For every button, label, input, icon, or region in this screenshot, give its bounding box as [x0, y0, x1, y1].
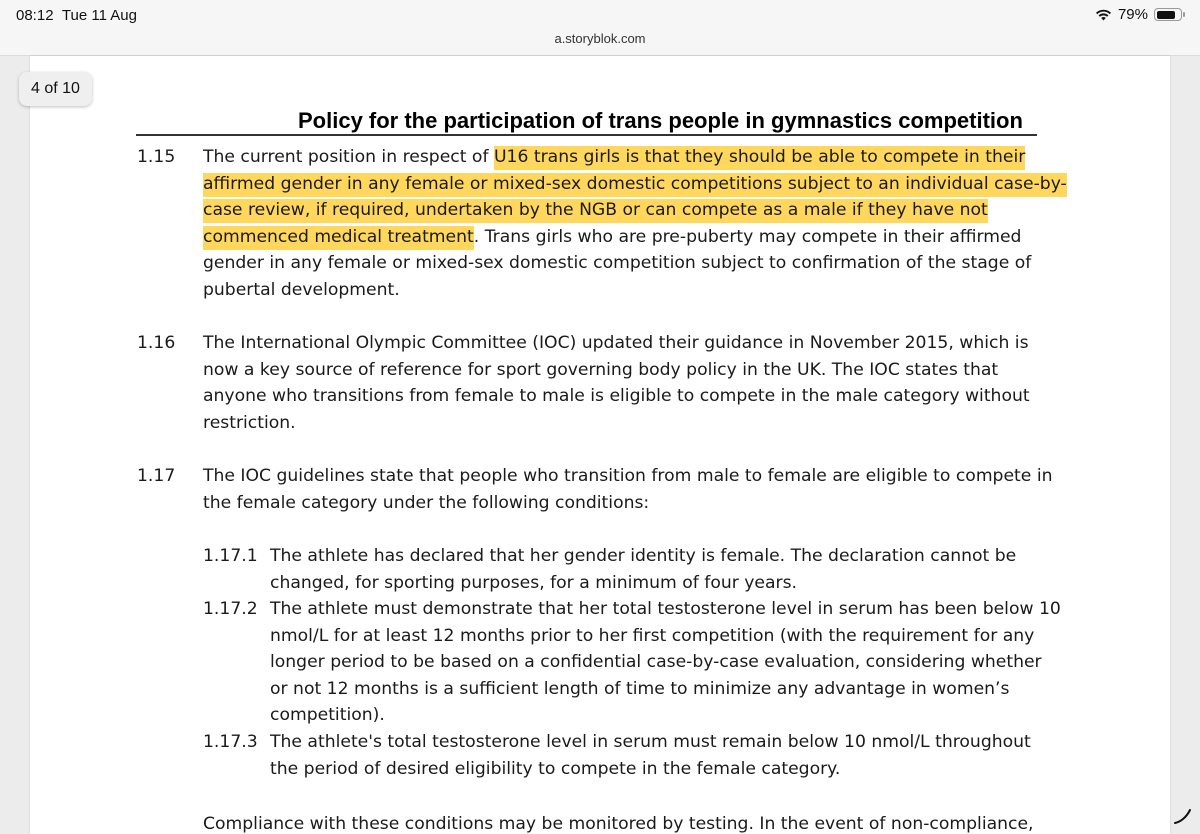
subsection-line: The athlete must demonstrate that her total testosterone level in serum has been below 10: [270, 599, 1061, 619]
paragraph-line: [203, 333, 1029, 353]
battery-icon: [1154, 8, 1182, 21]
section-number: 1.15: [137, 147, 176, 167]
paragraph-line: [203, 227, 1021, 247]
paragraph-line: [203, 280, 400, 300]
status-right: [1095, 6, 1182, 23]
trailing-line: Compliance with these conditions may be monitored by testing. In the event of non-compliance,: [203, 814, 1034, 834]
subsection-line: The athlete's total testosterone level in serum must remain below 10 nmol/L throughout: [270, 732, 1031, 752]
text-run: . Trans girls who are pre-puberty may compete in their affirmed: [473, 226, 1022, 247]
section-number: 1.17: [137, 466, 176, 486]
paragraph-line: [203, 386, 1030, 406]
highlighted-text: U16 trans girls is that they should be able to compete in their: [494, 146, 1025, 170]
subsection-line: the period of desired eligibility to compete in the female category.: [270, 758, 841, 779]
document-title: Policy for the participation of trans people in gymnastics competition: [298, 108, 1023, 133]
paragraph-line: [203, 413, 296, 433]
status-time: 08:12 Tue 11 Aug: [16, 7, 137, 24]
paragraph-line: [203, 253, 1031, 273]
subsection-number: 1.17.1: [203, 546, 258, 566]
text-run: restriction.: [203, 412, 296, 433]
subsection-number: 1.17.2: [203, 599, 258, 619]
subsection-line: longer period to be based on a confidential case-by-case evaluation, considering whether: [270, 652, 1042, 672]
text-run: gender in any female or mixed-sex domestic competition subject to confirmation of the stage of: [203, 253, 1032, 273]
document-page: [30, 56, 1170, 834]
paragraph-line: [203, 200, 988, 220]
subsection-number: 1.17.3: [203, 732, 258, 752]
paragraph-line: [203, 493, 649, 513]
paragraph-line: [203, 147, 1025, 167]
text-run: now a key source of reference for sport governing body policy in the UK. The IOC states that: [203, 359, 999, 380]
url-bar[interactable]: a.storyblok.com: [554, 31, 646, 46]
paragraph-line: [203, 466, 1053, 486]
battery-percent: 79%: [1117, 6, 1148, 23]
text-run: pubertal development.: [203, 279, 400, 300]
paragraph-line: [203, 174, 1067, 194]
top-chrome: [0, 0, 1200, 56]
section-number: 1.16: [137, 333, 176, 353]
subsection-line: competition).: [270, 705, 385, 725]
pdf-viewer[interactable]: [0, 56, 1200, 834]
paragraph-line: [203, 360, 998, 380]
signature-pen-icon[interactable]: [1172, 806, 1192, 826]
highlighted-text: commenced medical treatment: [203, 226, 474, 250]
subsection-line: The athlete has declared that her gender identity is female. The declaration cannot be: [270, 546, 1017, 566]
text-run: The International Olympic Committee (IOC) updated their guidance in November 2015, which is: [203, 333, 1029, 353]
subsection-line: changed, for sporting purposes, for a minimum of four years.: [270, 572, 798, 593]
subsection-line: or not 12 months is a sufficient length of time to minimize any advantage in women’s: [270, 678, 1010, 699]
text-run: The IOC guidelines state that people who transition from male to female are eligible to compete in: [203, 466, 1053, 486]
highlighted-text: case review, if required, undertaken by the NGB or can compete as a male if they have not: [203, 199, 988, 223]
text-run: the female category under the following conditions:: [203, 492, 650, 513]
wifi-icon: [1095, 8, 1112, 21]
subsection-line: nmol/L for at least 12 months prior to her first competition (with the requirement for any: [270, 625, 1035, 646]
highlighted-text: affirmed gender in any female or mixed-sex domestic competitions subject to an individual case-by-: [203, 173, 1067, 197]
page-indicator[interactable]: 4 of 10: [19, 72, 92, 106]
title-underline: [136, 134, 1037, 136]
text-run: anyone who transitions from female to male is eligible to compete in the male category without: [203, 386, 1030, 406]
text-run: The current position in respect of: [203, 147, 494, 167]
